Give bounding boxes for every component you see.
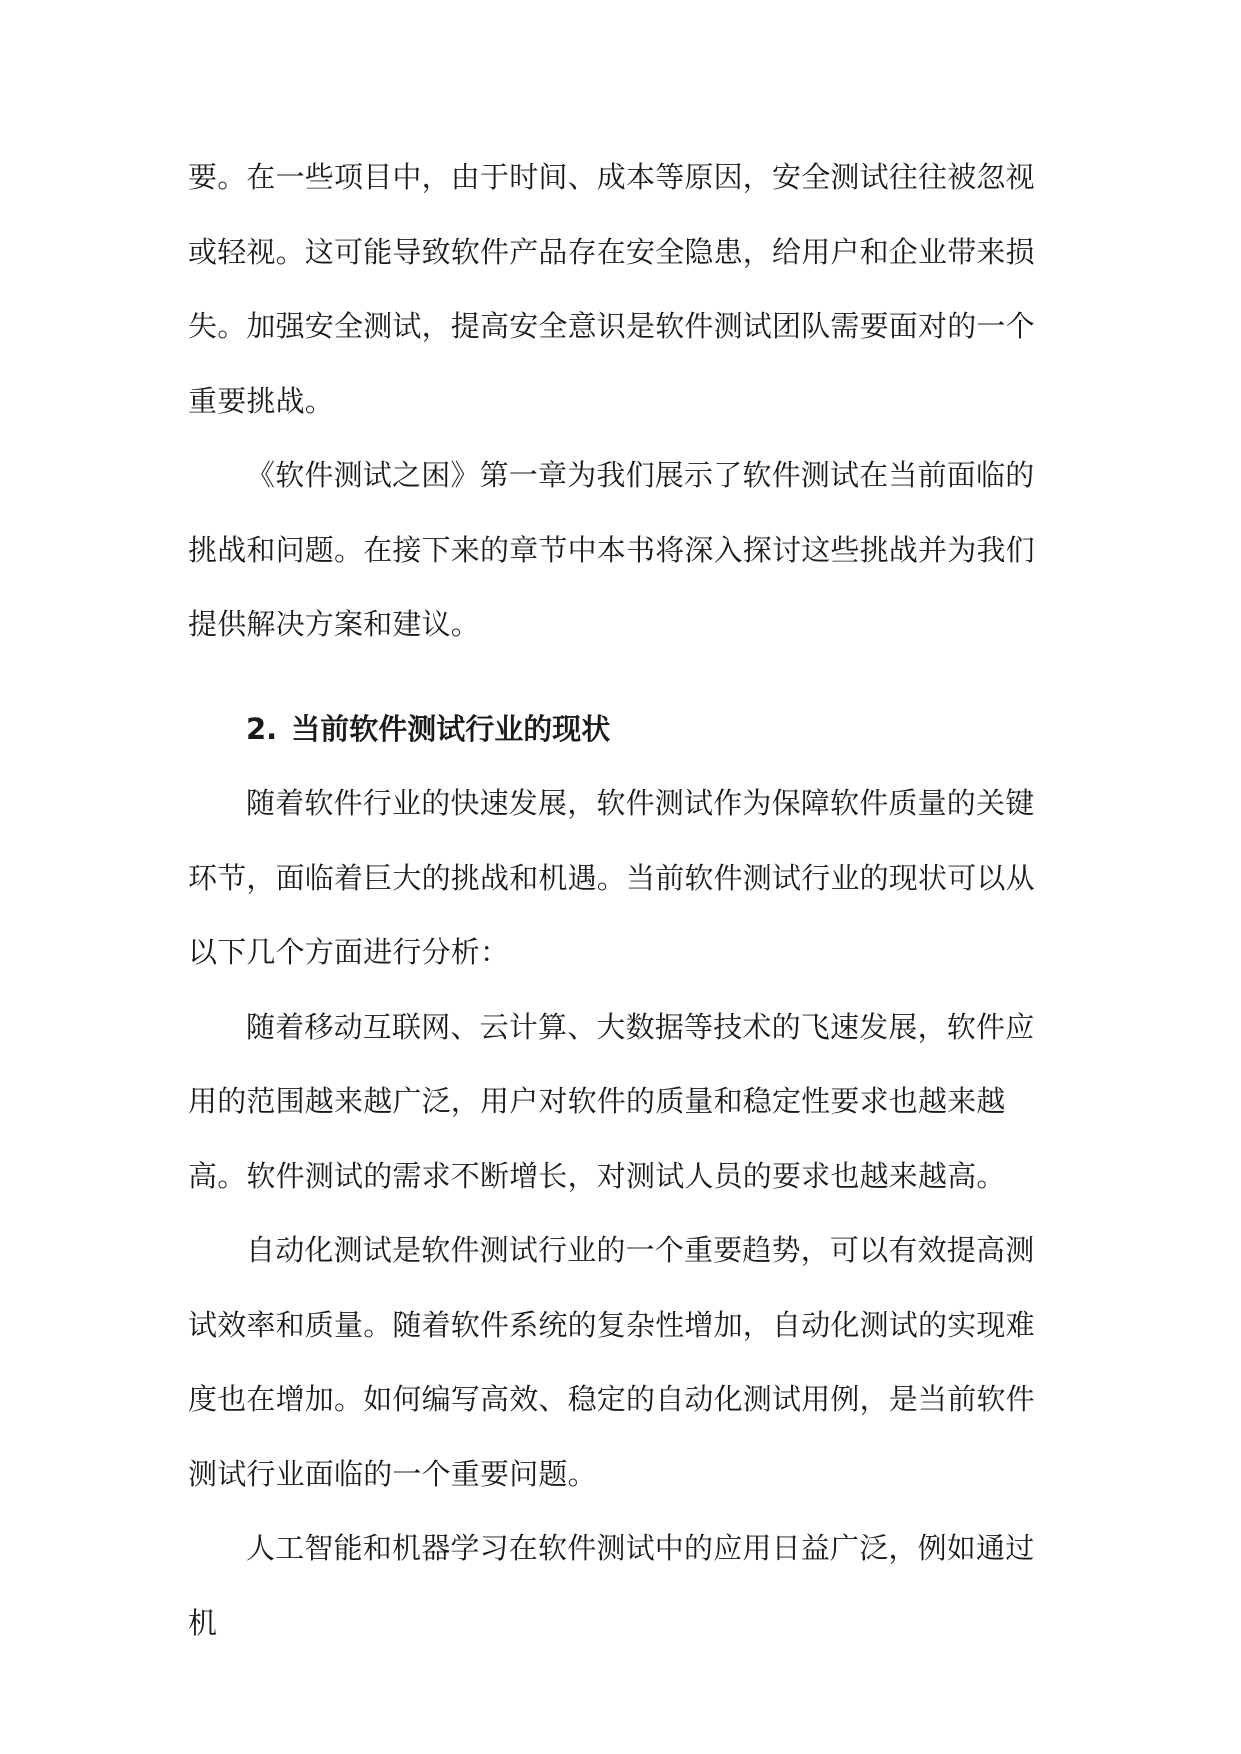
section-number: 2. [246, 711, 278, 746]
body-paragraph-chapter-summary: 《软件测试之困》第一章为我们展示了软件测试在当前面临的挑战和问题。在接下来的章节中本书将深入探讨这些挑战并为我们提供解决方案和建议。 [188, 458, 1035, 641]
document-page [188, 140, 1054, 1660]
section-title: 当前软件测试行业的现状 [291, 711, 611, 746]
body-paragraph-intro: 随着软件行业的快速发展，软件测试作为保障软件质量的关键环节，面临着巨大的挑战和机遇。当前软件测试行业的现状可以从以下几个方面进行分析： [188, 786, 1035, 969]
body-paragraph-automation: 自动化测试是软件测试行业的一个重要趋势，可以有效提高测试效率和质量。随着软件系统的复杂性增加，自动化测试的实现难度也在增加。如何编写高效、稳定的自动化测试用例，是当前软件测试行业面临的一个重要问题。 [188, 1233, 1035, 1491]
section-spacer [188, 662, 1054, 692]
body-paragraph-demand: 随着移动互联网、云计算、大数据等技术的飞速发展，软件应用的范围越来越广泛，用户对软件的质量和稳定性要求也越来越高。软件测试的需求不断增长，对测试人员的要求也越来越高。 [188, 1009, 1035, 1193]
body-paragraph-continuation: 要。在一些项目中，由于时间、成本等原因，安全测试往往被忽视或轻视。这可能导致软件产品存在安全隐患，给用户和企业带来损失。加强安全测试，提高安全意识是软件测试团队需要面对的一个重要挑战。 [188, 160, 1035, 418]
section-heading [188, 692, 1054, 767]
body-paragraph-ai: 人工智能和机器学习在软件测试中的应用日益广泛，例如通过机 [188, 1531, 1035, 1640]
